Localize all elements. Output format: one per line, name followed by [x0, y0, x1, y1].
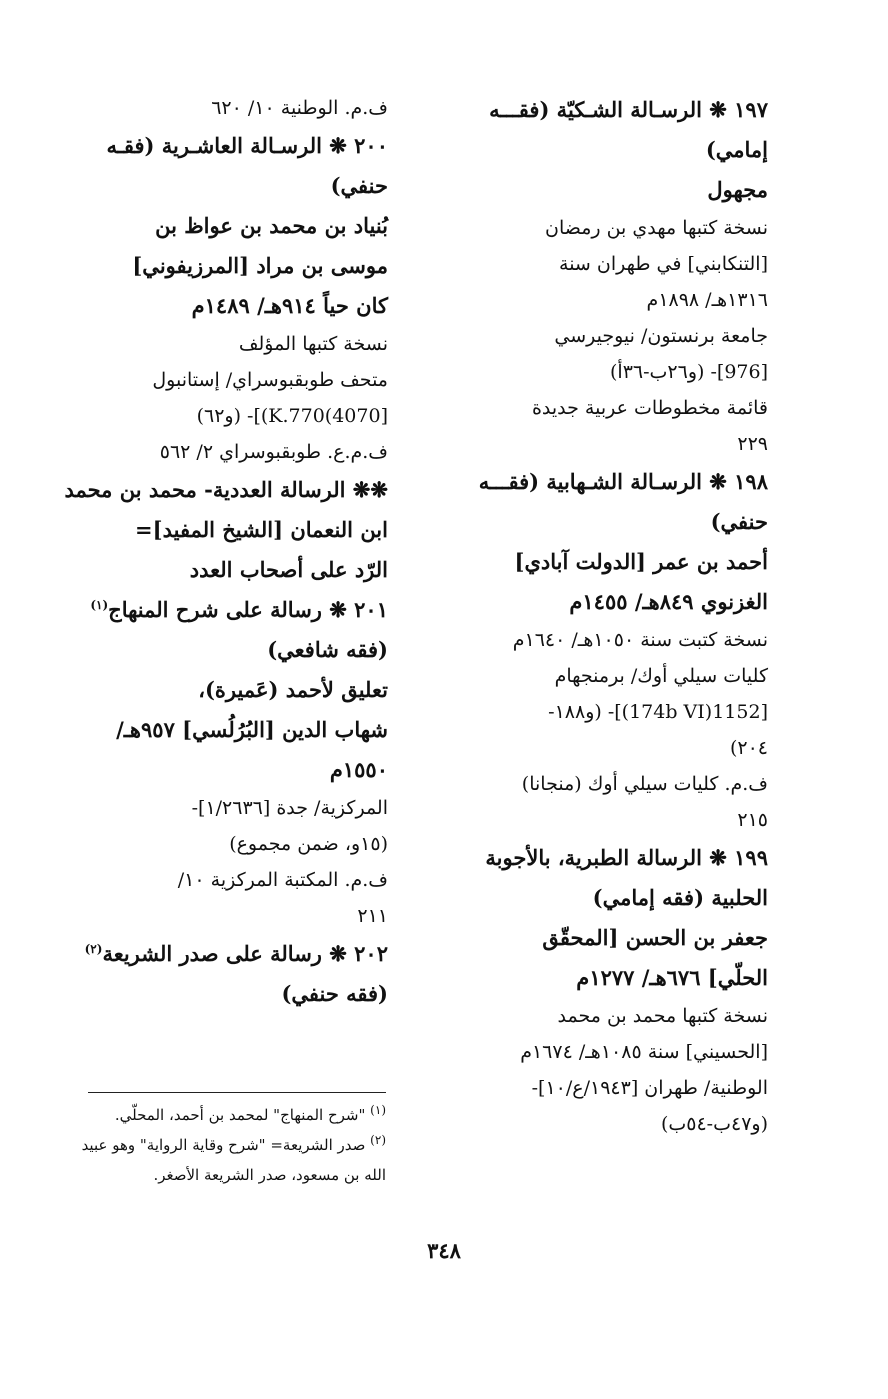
- right-column: [440, 90, 768, 1142]
- line-text: بُنياد بن محمد بن عواظ بن: [155, 213, 388, 238]
- line-text: جعفر بن الحسن [المحقّق: [542, 925, 768, 950]
- entry-heading-line: [52, 286, 388, 326]
- footnote-separator: [88, 1092, 386, 1093]
- entry-heading-line: [440, 90, 768, 130]
- entry-heading-line: [440, 170, 768, 210]
- entry-heading-line: [440, 582, 768, 622]
- line-text: مجهول: [707, 177, 768, 202]
- footnote-line: [52, 1100, 386, 1130]
- entry-text-line: [440, 998, 768, 1034]
- line-text: ١٥٥٠م: [329, 757, 388, 782]
- line-text: نسخة كتبها محمد بن محمد: [557, 1005, 768, 1027]
- entry-text-line: [440, 766, 768, 802]
- footnote-text: الله بن مسعود، صدر الشريعة الأصغر.: [153, 1166, 386, 1184]
- footnotes: [52, 1100, 386, 1190]
- line-text: المركزية/ جدة [١/٢٦٣٦]-: [191, 797, 388, 819]
- entry-text-line: [52, 90, 388, 126]
- line-text: ابن النعمان [الشيخ المفيد]=: [135, 517, 388, 542]
- line-text: ٢٠٢ ❋ رسالة على صدر الشريعة: [102, 941, 388, 966]
- entry-text-line: [440, 694, 768, 730]
- line-text: ❋❋ الرسالة العددية- محمد بن محمد: [64, 477, 388, 502]
- line-text: نسخة كتبت سنة ١٠٥٠هـ/ ١٦٤٠م: [512, 629, 768, 651]
- line-text: (١٥و، ضمن مجموع): [229, 833, 388, 855]
- footnote-line: [52, 1160, 386, 1190]
- line-text: ٢١٥: [737, 809, 768, 831]
- line-text: حنفي): [330, 173, 388, 198]
- entry-heading-line: [52, 630, 388, 670]
- line-text: الرّد على أصحاب العدد: [189, 557, 388, 582]
- line-text: شهاب الدين [البُرُلُسي] ٩٥٧هـ/: [116, 717, 388, 742]
- line-text: جامعة برنستون/ نيوجيرسي: [554, 325, 768, 347]
- entry-text-line: [440, 1070, 768, 1106]
- line-text: ف.م. كليات سيلي أوك (منجانا): [521, 773, 768, 795]
- entry-text-line: [52, 398, 388, 434]
- line-text: ف.م.ع. طوبقبوسراي ٢/ ٥٦٢: [159, 441, 388, 463]
- entry-text-line: [440, 246, 768, 282]
- line-text: ٢٠١ ❋ رسالة على شرح المنهاج: [108, 597, 388, 622]
- entry-text-line: [52, 326, 388, 362]
- entry-text-line: [440, 390, 768, 426]
- entry-heading-line: [440, 958, 768, 998]
- footnote-marker: (٢): [84, 942, 103, 956]
- entry-text-line: [440, 426, 768, 462]
- line-text: إمامي): [705, 137, 768, 162]
- line-text: ١٩٩ ❋ الرسالة الطبرية، بالأجوبة: [485, 845, 768, 870]
- entry-heading-line: [52, 750, 388, 790]
- entry-text-line: [52, 826, 388, 862]
- footnote-marker: (١): [90, 598, 109, 612]
- footnote-text: "شرح المنهاج" لمحمد بن أحمد، المحلّي.: [114, 1106, 366, 1124]
- footnote-text: صدر الشريعة= "شرح وقاية الرواية" وهو عبيد: [81, 1136, 366, 1154]
- line-text: ١٣١٦هـ/ ١٨٩٨م: [646, 289, 768, 311]
- line-text: (فقه شافعي): [267, 637, 388, 662]
- entry-heading-line: [52, 934, 388, 974]
- line-text: نسخة كتبها المؤلف: [238, 333, 388, 355]
- line-text: (و٤٧ب-٥٤ب): [660, 1113, 768, 1135]
- entry-heading-line: [52, 710, 388, 750]
- line-text: قائمة مخطوطات عربية جديدة: [531, 397, 768, 419]
- line-text: ٢١١: [357, 905, 388, 927]
- line-text: [1152(174b VI)]- (و١٨٨-: [548, 701, 768, 723]
- entry-heading-line: [52, 246, 388, 286]
- line-text: حنفي): [710, 509, 768, 534]
- entry-heading-line: [440, 542, 768, 582]
- line-text: متحف طوبقبوسراي/ إستانبول: [152, 369, 388, 391]
- entry-text-line: [440, 354, 768, 390]
- entry-heading-line: [440, 502, 768, 542]
- line-text: [التنكابني] في طهران سنة: [559, 253, 768, 275]
- left-column: [52, 90, 388, 1014]
- line-text: ف.م. المكتبة المركزية ١٠/: [177, 869, 388, 891]
- entry-text-line: [52, 790, 388, 826]
- line-text: كليات سيلي أوك/ برمنجهام: [554, 665, 768, 687]
- footnote-number: (٢): [370, 1133, 386, 1147]
- entry-heading-line: [440, 130, 768, 170]
- entry-heading-line: [440, 462, 768, 502]
- entry-text-line: [52, 434, 388, 470]
- line-text: ٢٠٠ ❋ الرسـالة العاشـرية (فقـه: [106, 133, 388, 158]
- line-text: تعليق لأحمد (عَميرة)،: [198, 677, 388, 702]
- line-text: ٢٢٩: [737, 433, 768, 455]
- line-text: (فقه حنفي): [281, 981, 388, 1006]
- line-text: الحلّي] ٦٧٦هـ/ ١٢٧٧م: [576, 965, 768, 990]
- line-text: ف.م. الوطنية ١٠/ ٦٢٠: [211, 97, 388, 119]
- line-text: الوطنية/ طهران [١٩٤٣/ع/١٠]-: [531, 1077, 768, 1099]
- footnote-line: [52, 1130, 386, 1160]
- entry-heading-line: [440, 838, 768, 878]
- entry-heading-line: [52, 206, 388, 246]
- entry-text-line: [52, 362, 388, 398]
- entry-heading-line: [52, 126, 388, 166]
- entry-text-line: [440, 802, 768, 838]
- entry-text-line: [52, 898, 388, 934]
- line-text: ١٩٧ ❋ الرسـالة الشـكيّة (فقـــه: [489, 97, 768, 122]
- line-text: [976]- (و٢٦ب-٣٦أ): [609, 361, 768, 383]
- footnote-number: (١): [370, 1103, 386, 1117]
- entry-text-line: [440, 318, 768, 354]
- entry-heading-line: [52, 670, 388, 710]
- entry-text-line: [440, 1106, 768, 1142]
- entry-text-line: [440, 282, 768, 318]
- entry-heading-line: [440, 878, 768, 918]
- entry-heading-line: [52, 166, 388, 206]
- line-text: كان حياً ٩١٤هـ/ ١٤٨٩م: [191, 293, 388, 318]
- entry-text-line: [52, 862, 388, 898]
- entry-text-line: [440, 210, 768, 246]
- line-text: موسى بن مراد [المرزيفوني]: [132, 253, 388, 278]
- entry-text-line: [440, 730, 768, 766]
- line-text: ٢٠٤): [729, 737, 768, 759]
- entry-heading-line: [52, 470, 388, 510]
- entry-heading-line: [52, 550, 388, 590]
- page-number: ٣٤٨: [427, 1238, 461, 1263]
- entry-text-line: [440, 622, 768, 658]
- entry-heading-line: [52, 974, 388, 1014]
- line-text: الحلبية (فقه إمامي): [592, 885, 768, 910]
- line-text: [الحسيني] سنة ١٠٨٥هـ/ ١٦٧٤م: [520, 1041, 768, 1063]
- entry-heading-line: [52, 510, 388, 550]
- line-text: أحمد بن عمر [الدولت آبادي]: [514, 549, 768, 574]
- line-text: [4070)K.770)]- (و٦٢): [196, 405, 388, 427]
- line-text: نسخة كتبها مهدي بن رمضان: [544, 217, 768, 239]
- entry-text-line: [440, 1034, 768, 1070]
- entry-heading-line: [52, 590, 388, 630]
- entry-text-line: [440, 658, 768, 694]
- entry-heading-line: [440, 918, 768, 958]
- line-text: الغزنوي ٨٤٩هـ/ ١٤٥٥م: [569, 589, 768, 614]
- line-text: ١٩٨ ❋ الرسـالة الشـهابية (فقـــه: [478, 469, 768, 494]
